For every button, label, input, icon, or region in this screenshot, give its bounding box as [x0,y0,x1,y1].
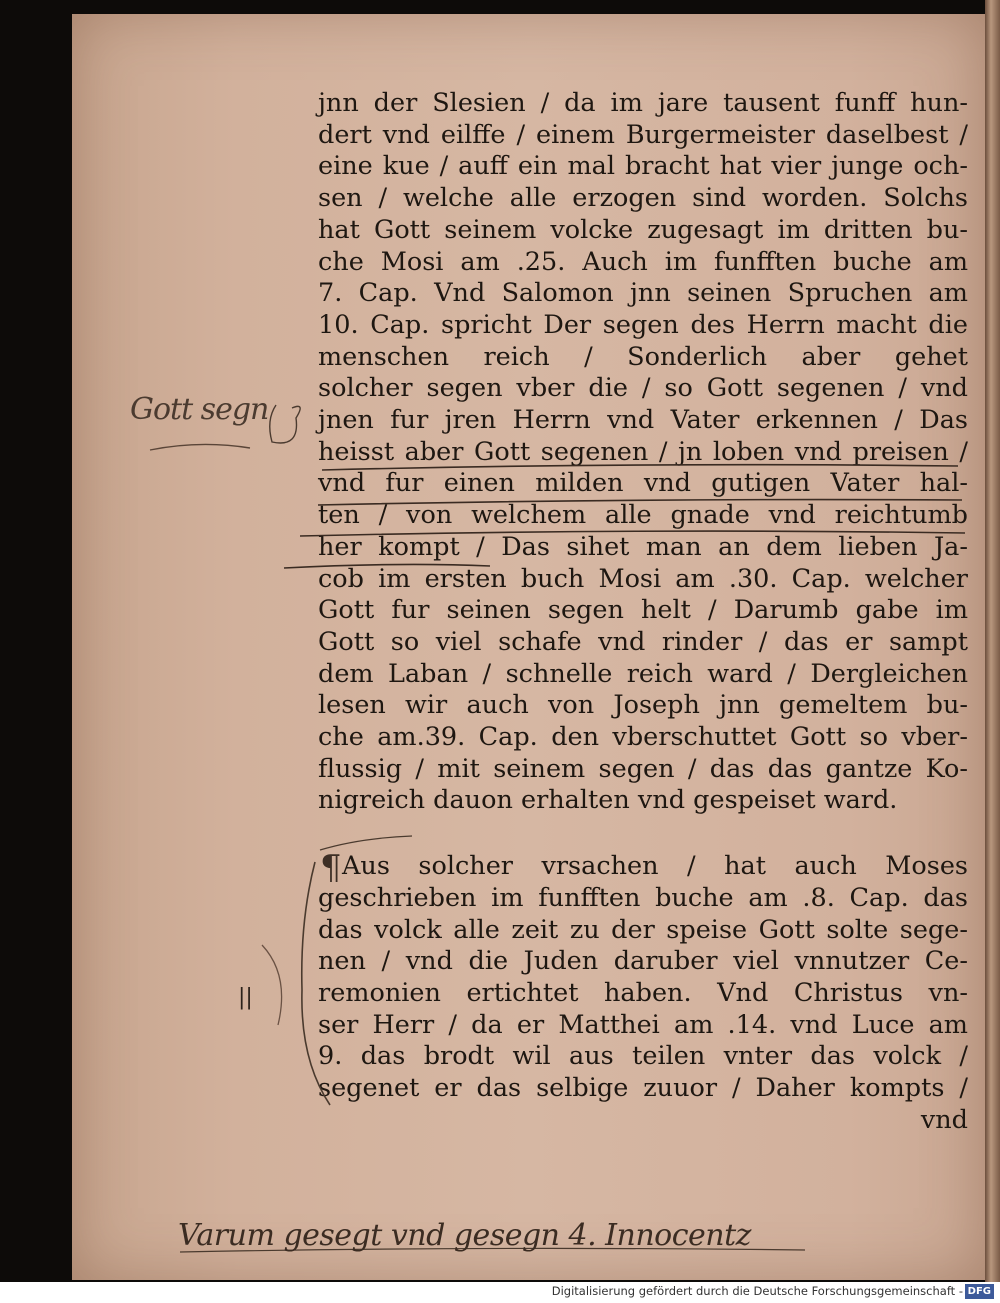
text-line: solcher segen vber die / so Gott segenen / vnd [318,373,968,404]
text-line: vnd fur einen milden vnd gutigen Vater hal- [318,468,968,499]
text-line: cob im ersten buch Mosi am .30. Cap. welcher [318,563,968,594]
text-line: ten / von welchem alle gnade vnd reichtumb [318,500,968,531]
dfg-logo[interactable]: DFG [965,1284,994,1299]
text-line: Aus solcher vrsachen / hat auch Moses [342,851,968,882]
text-line: nen / vnd die Juden daruber viel vnnutzer Ce- [318,946,968,977]
page-edge [985,0,1000,1282]
footer-credit: Digitalisierung gefördert durch die Deutsche Forschungsgemeinschaft - [551,1284,963,1298]
text-line: Gott so viel schafe vnd rinder / das er sampt [318,626,968,657]
text-line: geschrieben im funfften buche am .8. Cap. das [318,882,968,913]
body-text [318,88,968,1137]
text-line: lesen wir auch von Joseph jnn gemeltem bu- [318,690,968,721]
text-line: hat Gott seinem volcke zugesagt im dritten bu- [318,214,968,245]
text-line: ser Herr / da er Matthei am .14. vnd Luce am [318,1009,968,1040]
paragraph-2 [318,851,968,1136]
text-line: flussig / mit seinem segen / das das gantze Ko- [318,753,968,784]
text-line: dem Laban / schnelle reich ward / Dergleichen [318,658,968,689]
text-line: che Mosi am .25. Auch im funfften buche am [318,246,968,277]
text-line: 10. Cap. spricht Der segen des Herrn macht die [318,309,968,340]
marginal-mark: || [238,985,253,1010]
text-line: segenet er das selbige zuuor / Daher kompts / [318,1073,968,1104]
text-line: nigreich dauon erhalten vnd gespeiset ward. [318,785,898,816]
text-line: eine kue / auff ein mal bracht hat vier junge och- [318,151,968,182]
bottom-marginal-note: Varum gesegt vnd gesegn 4. Innocentz [178,1218,751,1253]
text-line: 7. Cap. Vnd Salomon jnn seinen Spruchen am [318,278,968,309]
text-line: jnn der Slesien / da im jare tausent funff hun- [318,88,968,118]
text-line: 9. das brodt wil aus teilen vnter das volck / [318,1041,968,1072]
text-line: heisst aber Gott segenen / jn loben vnd preisen / [318,436,968,467]
text-line: Gott fur seinen segen helt / Darumb gabe im [318,595,968,626]
catchword: vnd [920,1104,968,1135]
text-line: remonien ertichtet haben. Vnd Christus vn- [318,977,968,1008]
text-line: sen / welche alle erzogen sind worden. Solchs [318,183,968,214]
text-line: menschen reich / Sonderlich aber gehet [318,341,968,372]
text-line: das volck alle zeit zu der speise Gott solte sege- [318,914,968,945]
text-line: dert vnd eilffe / einem Burgermeister daselbest / [318,119,968,150]
paragraph-gap [318,817,968,851]
paragraph-1 [318,88,968,817]
pilcrow-mark: ¶ [320,848,342,888]
marginal-note: Gott segn [130,392,269,427]
text-line: jnen fur jren Herrn vnd Vater erkennen / Das [318,405,968,436]
text-line: her kompt / Das sihet man an dem lieben Ja- [318,531,968,562]
text-line: che am.39. Cap. den vberschuttet Gott so vber- [318,722,968,753]
